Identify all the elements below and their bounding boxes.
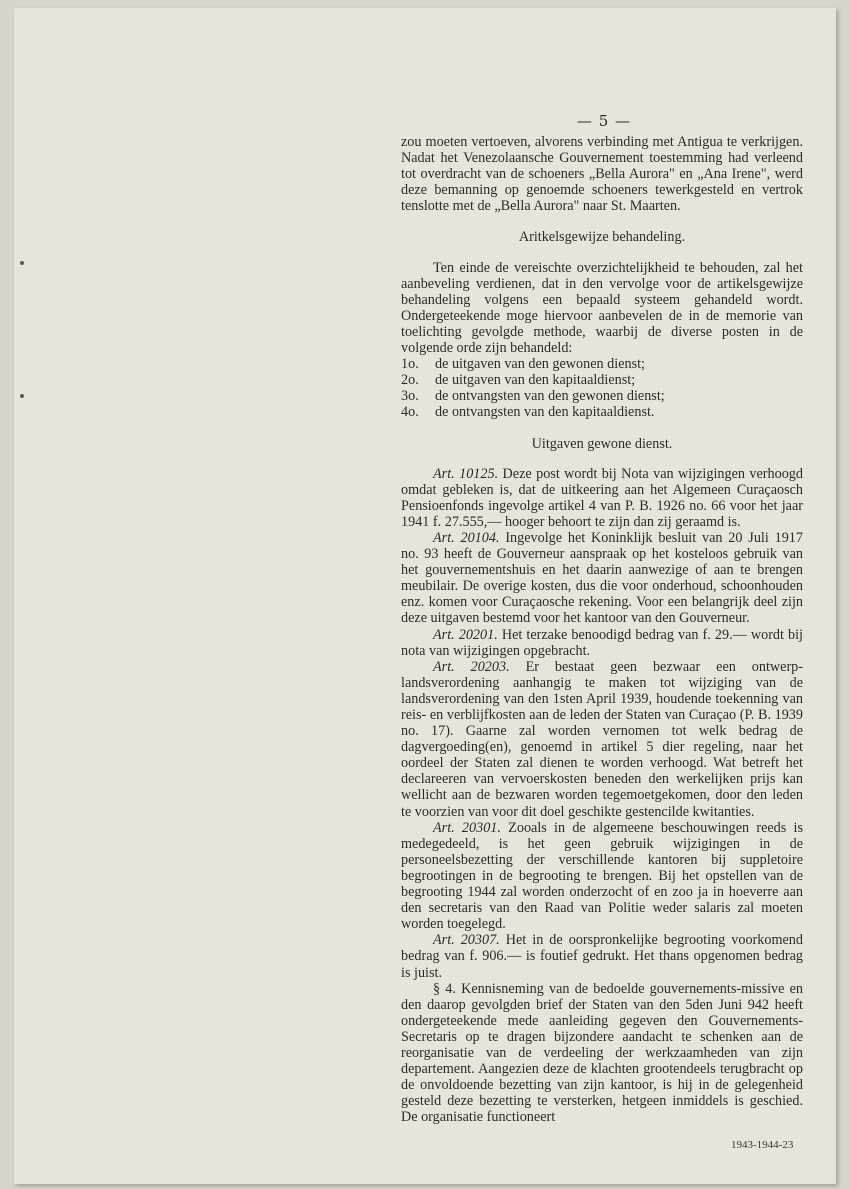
article-paragraph: Art. 20301. Zooals in de algemeene beschouwingen reeds is medegedeeld, is het geen gebruik wijzigingen in de personeelsbezetting der verschillende kantoren bij suppletoire begrootingen in de begrooting te brengen. Bij het opstellen van de begrooting 1944 zal worden onderzocht of en zoo ja in hoeverre aan den secretaris van den Raad van Politie weder salaris zal moeten worden toegelegd.	[401, 819, 803, 933]
article-paragraph: Art. 20203. Er bestaat geen bezwaar een ontwerp-landsverordening aanhangig te maken tot wijziging van de landsverordening van den 1sten April 1939, houdende toekenning van reis- en verblijfkosten aan de leden der Staten van Curaçao (P. B. 1939 no. 17). Gaarne zal worden vernomen tot welk bedrag de dagvergoeding(en), genoemd in artikel 5 dier regeling, naar het oordeel der Staten zal dienen te worden verhoogd. Wat betreft het declareeren van vervoerskosten beneden den werkelijken prijs kan wellicht aan de bezwaren worden tegemoetgekomen, door den leden te voorzien van voor dit doel geschikte gestencilde kwitanties.	[401, 658, 803, 820]
article-number: Art. 20201.	[433, 626, 498, 643]
article-paragraph: Art. 20201. Het terzake benoodigd bedrag van f. 29.— wordt bij nota van wijzigingen opgebracht.	[401, 626, 803, 659]
list-item: 4o. de ontvangsten van den kapitaaldienst.	[401, 404, 655, 421]
list-item: 1o. de uitgaven van den gewonen dienst;	[401, 356, 645, 373]
article-number: Art. 20307.	[433, 932, 500, 949]
body-text	[401, 134, 803, 1125]
article-paragraph: Art. 10125. Deze post wordt bij Nota van wijzigingen verhoogd omdat gebleken is, dat de uitkeering aan het Algemeen Curaçaosch Pensioenfonds ingevolge artikel 4 van P. B. 1926 no. 66 voor het jaar 1941 f. 27.555,— hooger behoort te zijn dan zij geraamd is.	[401, 465, 803, 530]
margin-mark	[20, 261, 24, 265]
section-number: § 4.	[433, 980, 456, 997]
list-item: 2o. de uitgaven van den kapitaaldienst;	[401, 372, 636, 389]
document-page	[14, 8, 836, 1184]
article-paragraph: Art. 20104. Ingevolge het Koninklijk besluit van 20 Juli 1917 no. 93 heeft de Gouverneur aanspraak op het kosteloos gebruik van het gouvernementshuis en het daarin aanwezige of aan te brengen meubilair. De overige kosten, dus die voor onderhoud, schoonhouden enz. komen voor Curaçaosche rekening. Voor een belangrijk deel zijn deze uitgaven bestemd voor het kantoor van den Gouverneur.	[401, 529, 803, 627]
list-item: 3o. de ontvangsten van den gewonen dienst;	[401, 388, 665, 405]
ordered-list	[401, 356, 803, 420]
article-number: Art. 20104.	[433, 529, 500, 546]
article-number: Art. 20301.	[433, 819, 501, 836]
article-number: Art. 10125.	[433, 465, 499, 482]
section-paragraph: § 4. Kennisneming van de bedoelde gouvernements-missive en den daarop gevolgden brief der Staten van den 5den Juni 942 heeft ondergeteekende mede aanleiding gegeven den Gouvernements-Secretaris op te dragen bijzondere aandacht te schenken aan de reorganisatie van de verdeeling der werkzaamheden van zijn departement. Aangezien deze de klachten grootendeels terugbracht op de onvoldoende bezetting van zijn kantoor, is hij in de gelegenheid gesteld deze bezetting te versterken, hetgeen inmiddels is geschied. De organisatie functioneert	[401, 980, 803, 1126]
page-number: — 5 —	[576, 112, 632, 130]
document-code: 1943-1944-23	[731, 1139, 794, 1151]
section-heading: Aritkelsgewijze behandeling.	[518, 229, 686, 246]
paragraph: Ten einde de vereischte overzichtelijkheid te behouden, zal het aanbeveling verdienen, dat in den vervolge voor de artikelsgewijze behandeling volgens een bepaald systeem gehandeld wordt. Ondergeteekende moge hiervoor aanbevelen de in de memorie van toelichting gevolgde methode, waarbij de diverse posten in de volgende orde zijn behandeld:	[401, 259, 803, 357]
article-paragraph: Art. 20307. Het in de oorspronkelijke begrooting voorkomend bedrag van f. 906.— is foutief gedrukt. Het thans opgenomen bedrag is juist.	[401, 932, 803, 981]
article-number: Art. 20203.	[433, 658, 510, 675]
margin-mark	[20, 394, 24, 398]
section-heading: Uitgaven gewone dienst.	[531, 435, 673, 452]
paragraph: zou moeten vertoeven, alvorens verbinding met Antigua te verkrijgen. Nadat het Venezolaansche Gouvernement toestemming had verleend tot overdracht van de schoeners „Bella Aurora" en „Ana Irene", werd deze bemanning op genoemde schoeners tewerkgesteld en vertrok tenslotte met de „Bella Aurora" naar St. Maarten.	[401, 134, 803, 215]
